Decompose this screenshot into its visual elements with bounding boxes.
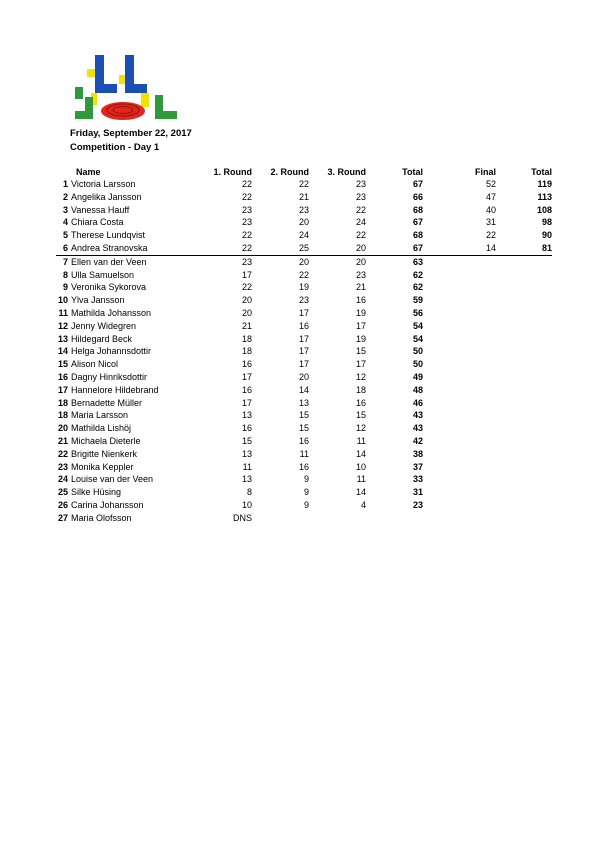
table-row: [56, 422, 552, 435]
final-total-cell: [496, 333, 552, 346]
total-cell: 38: [412, 448, 423, 459]
rank-cell: 9: [62, 282, 68, 293]
final-total-cell: [496, 435, 552, 448]
round1-cell: 8: [246, 487, 252, 498]
final-cell: [423, 473, 496, 486]
round2-cell: 20: [298, 217, 309, 228]
table-row: [56, 435, 552, 448]
rank-cell: 3: [62, 204, 68, 215]
table-row: [56, 307, 552, 320]
total-cell: 59: [412, 295, 423, 306]
name-cell: Mathilda Johansson: [71, 307, 152, 318]
final-cell: 14: [423, 242, 496, 255]
round1-cell: DNS: [232, 512, 252, 523]
total-cell: [366, 512, 423, 525]
name-header: Name: [76, 167, 101, 177]
round3-cell: 17: [355, 320, 366, 331]
final-cell: [423, 435, 496, 448]
round3-cell: 23: [355, 179, 366, 189]
round1-cell: 15: [241, 435, 252, 446]
round2-cell: 23: [298, 295, 309, 306]
round1-cell: 13: [241, 448, 252, 459]
final-total-cell: [496, 294, 552, 307]
final-cell: [423, 333, 496, 346]
final-total-cell: [496, 512, 552, 525]
final-total-cell: [496, 486, 552, 499]
round1-cell: 23: [241, 256, 252, 267]
rank-cell: 20: [57, 423, 68, 434]
final-cell: [423, 371, 496, 384]
final-cell: [423, 486, 496, 499]
results-table: [56, 166, 552, 525]
table-header-row: [56, 166, 552, 178]
final-cell: [423, 320, 496, 333]
round2-cell: 16: [298, 461, 309, 472]
rank-cell: 11: [58, 307, 68, 318]
final-cell: 52: [485, 179, 496, 189]
table-row: [56, 178, 552, 191]
round3-cell: 14: [355, 487, 366, 498]
round2-cell: 25: [252, 242, 309, 255]
table-row: [56, 269, 552, 282]
table-row: [56, 358, 552, 371]
rank-cell: 18: [57, 410, 68, 421]
table-row: [56, 512, 552, 525]
name-cell: Ulla Samuelson: [71, 269, 135, 280]
name-cell: Chiara Costa: [71, 217, 124, 228]
total-cell: 43: [412, 423, 423, 434]
name-cell: Carina Johansson: [71, 499, 144, 510]
table-row: [56, 473, 552, 486]
table-row: [56, 384, 552, 397]
final-total-cell: [496, 269, 552, 282]
round1-cell: 17: [241, 371, 252, 382]
table-row: [56, 448, 552, 461]
final-cell: [423, 422, 496, 435]
round3-cell: 19: [355, 307, 366, 318]
total-cell: 62: [412, 269, 423, 280]
final-cell: [423, 307, 496, 320]
table-row: [56, 397, 552, 410]
total-cell: 46: [412, 397, 423, 408]
table-row: [56, 409, 552, 422]
round1-cell: 22: [241, 282, 252, 293]
round3-cell: 22: [355, 230, 366, 241]
round3-cell: 20: [355, 256, 366, 267]
round2-cell: 21: [298, 191, 309, 202]
total-cell: 68: [412, 204, 423, 215]
final-cell: [423, 269, 496, 282]
name-cell: Alison Nicol: [71, 359, 119, 370]
rank-cell: 23: [57, 461, 68, 472]
rank-cell: 1: [62, 179, 68, 189]
rank-cell: 15: [57, 359, 68, 370]
rank-cell: 21: [57, 435, 68, 446]
table-row: [56, 461, 552, 474]
final-total-cell: [496, 397, 552, 410]
final-cell: [423, 512, 496, 525]
rank-header: [56, 166, 68, 178]
name-cell: Dagny Hinriksdottir: [71, 371, 148, 382]
table-row: [56, 255, 552, 268]
name-cell: Andrea Stranovska: [68, 242, 195, 255]
round2-cell: 20: [298, 256, 309, 267]
final-cell: [423, 358, 496, 371]
final-total-cell: [496, 473, 552, 486]
round1-header: 1. Round: [213, 167, 252, 177]
rank-cell: 16: [57, 371, 68, 382]
round2-cell: 20: [298, 371, 309, 382]
round1-cell: 13: [241, 410, 252, 421]
final-cell: [423, 397, 496, 410]
total-cell: 67: [366, 242, 423, 255]
final-cell: [423, 384, 496, 397]
round1-cell: 16: [241, 359, 252, 370]
round3-cell: [309, 512, 366, 525]
round1-cell: 22: [241, 191, 252, 202]
rank-cell: 6: [56, 242, 68, 255]
final-total-cell: 98: [541, 217, 552, 228]
round3-cell: 15: [355, 410, 366, 421]
rank-cell: 5: [62, 230, 68, 241]
final-cell: [423, 499, 496, 512]
name-cell: Bernadette Müller: [71, 397, 143, 408]
total-cell: 37: [412, 461, 423, 472]
table-row: [56, 499, 552, 512]
total-cell: 33: [412, 474, 423, 485]
total-cell: 54: [412, 333, 423, 344]
final-cell: [423, 448, 496, 461]
rank-cell: 24: [57, 474, 68, 485]
round2-cell: 17: [298, 307, 309, 318]
round1-cell: 22: [241, 230, 252, 241]
final-total-cell: [496, 320, 552, 333]
name-cell: Silke Hüsing: [71, 487, 122, 498]
round1-cell: 21: [241, 320, 252, 331]
round1-cell: 23: [241, 217, 252, 228]
round3-cell: 23: [355, 269, 366, 280]
total-cell: 54: [412, 320, 423, 331]
rank-cell: 22: [57, 448, 68, 459]
round3-cell: 21: [355, 282, 366, 293]
name-cell: Hannelore Hildebrand: [71, 384, 159, 395]
total-cell: 42: [412, 435, 423, 446]
round3-cell: 22: [355, 204, 366, 215]
table-row: [56, 371, 552, 384]
name-cell: Maria Olofsson: [71, 512, 132, 523]
final-total-cell: [496, 499, 552, 512]
round3-cell: 18: [355, 384, 366, 395]
final-total-cell: [496, 345, 552, 358]
round2-cell: 16: [298, 320, 309, 331]
round2-cell: 23: [298, 204, 309, 215]
round1-cell: 16: [241, 423, 252, 434]
round2-cell: 17: [298, 359, 309, 370]
round2-cell: [252, 512, 309, 525]
round1-cell: 16: [241, 384, 252, 395]
name-cell: Veronika Sykorova: [71, 282, 147, 293]
total-cell: 31: [412, 487, 423, 498]
name-cell: Helga Johannsdottir: [71, 346, 152, 357]
round1-cell: 10: [241, 499, 252, 510]
final-cell: [423, 461, 496, 474]
round2-cell: 22: [298, 179, 309, 189]
table-row: [56, 345, 552, 358]
total-cell: 48: [412, 384, 423, 395]
name-cell: Monika Keppler: [71, 461, 134, 472]
final-cell: 40: [485, 204, 496, 215]
total-cell: 67: [412, 179, 423, 189]
total-cell: 43: [412, 410, 423, 421]
rank-cell: 10: [57, 295, 68, 306]
final-total-header: Total: [531, 167, 552, 177]
round2-cell: 13: [298, 397, 309, 408]
results-body: [56, 178, 552, 525]
round1-cell: 13: [241, 474, 252, 485]
table-row: [56, 191, 552, 204]
round2-cell: 17: [298, 333, 309, 344]
final-total-cell: [496, 307, 552, 320]
rank-cell: 18: [57, 397, 68, 408]
round3-cell: 10: [355, 461, 366, 472]
round2-cell: 9: [303, 499, 309, 510]
table-row: [56, 281, 552, 294]
final-total-cell: 90: [541, 230, 552, 241]
name-cell: Jenny Widegren: [71, 320, 137, 331]
round3-cell: 24: [355, 217, 366, 228]
table-row: [56, 242, 552, 255]
round1-cell: 18: [241, 346, 252, 357]
total-cell: 23: [412, 499, 423, 510]
rank-cell: 8: [62, 269, 68, 280]
rank-cell: 17: [57, 384, 68, 395]
rank-cell: 2: [62, 191, 68, 202]
round1-cell: 23: [241, 204, 252, 215]
round3-cell: 12: [355, 423, 366, 434]
total-cell: 63: [412, 256, 423, 267]
table-row: [56, 333, 552, 346]
name-cell: Angelika Jansson: [71, 191, 142, 202]
round1-cell: 17: [241, 269, 252, 280]
round3-cell: 14: [355, 448, 366, 459]
total-cell: 67: [412, 217, 423, 228]
name-cell: Maria Larsson: [71, 410, 129, 421]
rank-cell: 4: [62, 217, 68, 228]
final-cell: [423, 409, 496, 422]
final-total-cell: [496, 422, 552, 435]
round2-cell: 9: [303, 487, 309, 498]
table-row: [56, 320, 552, 333]
rank-cell: 12: [57, 320, 68, 331]
total-cell: 66: [412, 191, 423, 202]
round3-cell: 4: [360, 499, 366, 510]
round3-cell: 15: [355, 346, 366, 357]
total-cell: 68: [412, 230, 423, 241]
round3-cell: 16: [355, 397, 366, 408]
round2-cell: 11: [299, 448, 309, 459]
final-total-cell: [496, 448, 552, 461]
round3-cell: 17: [355, 359, 366, 370]
round3-cell: 11: [356, 435, 366, 446]
final-total-cell: [496, 281, 552, 294]
round2-cell: 17: [298, 346, 309, 357]
final-cell: [423, 345, 496, 358]
round1-cell: 22: [195, 242, 252, 255]
rank-cell: 14: [57, 346, 68, 357]
final-header: Final: [474, 167, 496, 177]
name-cell: Louise van der Veen: [71, 474, 154, 485]
final-total-cell: [496, 255, 552, 268]
round3-cell: 16: [355, 295, 366, 306]
final-total-cell: [496, 461, 552, 474]
final-cell: 47: [485, 191, 496, 202]
name-cell: Brigitte Nienkerk: [71, 448, 138, 459]
name-cell: Victoria Larsson: [71, 179, 136, 189]
round2-cell: 24: [298, 230, 309, 241]
name-cell: Hildegard Beck: [71, 333, 133, 344]
rank-cell: 25: [57, 487, 68, 498]
round2-cell: 14: [298, 384, 309, 395]
table-row: [56, 204, 552, 217]
round2-header: 2. Round: [270, 167, 309, 177]
final-cell: [423, 294, 496, 307]
final-total-cell: 119: [537, 179, 552, 189]
final-total-cell: [496, 358, 552, 371]
rank-cell: 13: [57, 333, 68, 344]
final-total-cell: [496, 371, 552, 384]
final-total-cell: 113: [537, 191, 552, 202]
rank-cell: 27: [57, 512, 68, 523]
table-row: [56, 216, 552, 229]
competition-title: Competition - Day 1: [70, 142, 160, 153]
round1-cell: 18: [241, 333, 252, 344]
round2-cell: 16: [298, 435, 309, 446]
round3-header: 3. Round: [327, 167, 366, 177]
total-cell: 49: [412, 371, 423, 382]
rank-cell: 7: [62, 256, 68, 267]
clay-pigeon-logo-icon: [75, 55, 180, 120]
round1-cell: 11: [242, 461, 252, 472]
round3-cell: 20: [309, 242, 366, 255]
table-row: [56, 229, 552, 242]
round3-cell: 12: [355, 371, 366, 382]
table-row: [56, 294, 552, 307]
final-total-cell: [496, 409, 552, 422]
total-cell: 56: [412, 307, 423, 318]
final-cell: 22: [485, 230, 496, 241]
round2-cell: 15: [298, 410, 309, 421]
round3-cell: 23: [355, 191, 366, 202]
total-cell: 50: [412, 346, 423, 357]
final-total-cell: 108: [536, 204, 552, 215]
name-cell: Ellen van der Veen: [71, 256, 147, 267]
final-cell: 31: [485, 217, 496, 228]
document-date: Friday, September 22, 2017: [70, 128, 192, 139]
name-cell: Mathilda Lishöj: [71, 423, 132, 434]
name-cell: Ylva Jansson: [71, 295, 125, 306]
table-row: [56, 486, 552, 499]
name-cell: Michaela Dieterle: [71, 435, 141, 446]
total-cell: 62: [412, 282, 423, 293]
final-total-cell: 81: [496, 242, 552, 255]
final-total-cell: [496, 384, 552, 397]
round2-cell: 15: [298, 423, 309, 434]
round3-cell: 19: [355, 333, 366, 344]
total-cell: 50: [412, 359, 423, 370]
round2-cell: 19: [298, 282, 309, 293]
round3-cell: 11: [356, 474, 366, 485]
round1-cell: 22: [241, 179, 252, 189]
name-cell: Therese Lundqvist: [71, 230, 146, 241]
round1-cell: 20: [241, 307, 252, 318]
round1-cell: 20: [241, 295, 252, 306]
round2-cell: 9: [303, 474, 309, 485]
final-cell: [423, 255, 496, 268]
rank-cell: 26: [57, 499, 68, 510]
round1-cell: 17: [241, 397, 252, 408]
final-cell: [423, 281, 496, 294]
round2-cell: 22: [298, 269, 309, 280]
name-cell: Vanessa Hauff: [71, 204, 130, 215]
total-header: Total: [402, 167, 423, 177]
